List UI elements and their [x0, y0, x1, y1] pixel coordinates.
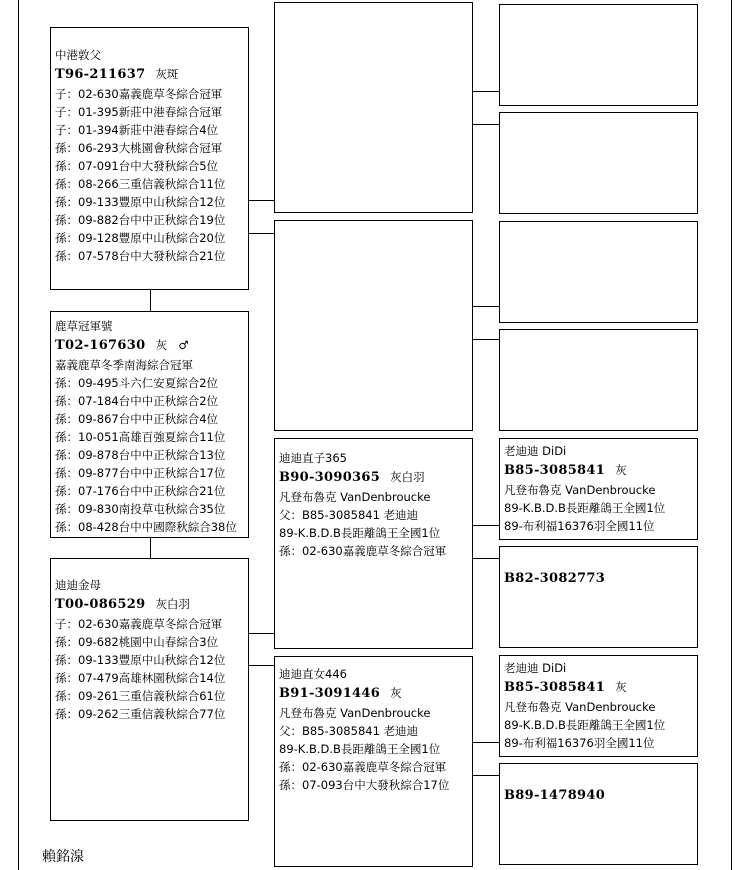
record-line: 嘉義鹿草冬季南海綜合冠軍 — [55, 358, 193, 372]
pedigree-box-sire — [50, 27, 249, 290]
sire-to-subject-connector — [150, 290, 151, 311]
pedigree-box-g3-3 — [499, 221, 698, 323]
ring-number: T02-167630 灰 ♂ — [55, 338, 189, 353]
record-line: 89-K.B.D.B長距離鴿王全國1位 — [504, 501, 666, 515]
feather-color: 灰 — [615, 463, 627, 477]
connector-g2-1-upper — [473, 91, 499, 92]
pedigree-box-sire-sire — [274, 2, 473, 213]
connector-dam-upper — [249, 633, 274, 634]
bird-name: 迪迪直女446 — [279, 667, 347, 681]
record-line: 子：02-630嘉義鹿草冬綜合冠軍 — [55, 87, 223, 101]
record-line: 孫：09-882台中中正秋綜合19位 — [55, 213, 226, 227]
pedigree-box-sire-dam — [274, 220, 473, 431]
connector-g2-3-upper — [473, 525, 499, 526]
bird-name: 迪迪金母 — [55, 578, 101, 592]
record-line: 子：01-394新莊中港春綜合4位 — [55, 123, 219, 137]
connector-g2-4-upper — [473, 742, 499, 743]
connector-g2-2-lower — [473, 339, 499, 340]
bird-name: 老迪迪 DiDi — [504, 444, 567, 458]
record-line: 89-布利福16376羽全國11位 — [504, 736, 655, 750]
pedigree-box-g3-7 — [499, 655, 698, 757]
record-line: 孫：07-479高雄林園秋綜合14位 — [55, 671, 226, 685]
record-line: 孫：02-630嘉義鹿草冬綜合冠軍 — [279, 544, 447, 558]
record-line: 孫：09-878台中中正秋綜合13位 — [55, 448, 226, 462]
ring-number: B89-1478940 — [504, 788, 606, 803]
record-line: 凡登布魯克 VanDenbroucke — [279, 706, 431, 720]
pedigree-box-dam-dam — [274, 656, 473, 867]
record-line: 凡登布魯克 VanDenbroucke — [279, 490, 431, 504]
left-border-line — [18, 0, 19, 870]
record-line: 凡登布魯克 VanDenbroucke — [504, 483, 656, 497]
connector-sire-upper — [249, 200, 274, 201]
right-border-line — [731, 0, 732, 870]
record-line: 孫：07-093台中大發秋綜合17位 — [279, 778, 450, 792]
record-line: 孫：07-184台中中正秋綜合2位 — [55, 394, 219, 408]
ring-number: B90-3090365 灰白羽 — [279, 470, 425, 485]
pedigree-box-subject — [50, 311, 249, 538]
record-line: 89-K.B.D.B長距離鴿王全國1位 — [279, 742, 441, 756]
ring-number: B91-3091446 灰 — [279, 686, 402, 701]
ring-number: B85-3085841 灰 — [504, 463, 627, 478]
pedigree-box-g3-1 — [499, 4, 698, 106]
connector-dam-lower — [249, 665, 274, 666]
bird-name: 老迪迪 DiDi — [504, 661, 567, 675]
record-line: 凡登布魯克 VanDenbroucke — [504, 700, 656, 714]
pedigree-box-dam — [50, 558, 249, 821]
record-line: 89-K.B.D.B長距離鴿王全國1位 — [279, 526, 441, 540]
record-line: 孫：09-262三重信義秋綜合77位 — [55, 707, 226, 721]
feather-color: 灰白羽 — [155, 597, 190, 611]
feather-color: 灰 — [615, 680, 627, 694]
record-line: 孫：10-051高雄百強夏綜合11位 — [55, 430, 226, 444]
ring-number: B85-3085841 灰 — [504, 680, 627, 695]
ring-number: T96-211637 灰斑 — [55, 67, 179, 82]
record-line: 孫：07-176台中中正秋綜合21位 — [55, 484, 226, 498]
feather-color: 灰白羽 — [390, 470, 425, 484]
bird-name: 鹿草冠軍號 — [55, 319, 113, 333]
record-line: 孫：09-867台中中正秋綜合4位 — [55, 412, 219, 426]
record-line: 孫：02-630嘉義鹿草冬綜合冠軍 — [279, 760, 447, 774]
subject-to-dam-connector — [150, 538, 151, 558]
record-line: 孫：09-128豐原中山秋綜合20位 — [55, 231, 226, 245]
ring-number: T00-086529 灰白羽 — [55, 597, 190, 612]
pedigree-box-g3-4 — [499, 329, 698, 431]
ring-number: B82-3082773 — [504, 571, 606, 586]
pedigree-box-g3-8 — [499, 763, 698, 865]
record-line: 孫：07-091台中大發秋綜合5位 — [55, 159, 219, 173]
connector-g2-3-lower — [473, 558, 499, 559]
pedigree-box-g3-5 — [499, 438, 698, 540]
record-line: 孫：07-578台中大發秋綜合21位 — [55, 249, 226, 263]
feather-color: 灰 — [390, 686, 402, 700]
connector-sire-lower — [249, 233, 274, 234]
feather-color: 灰 ♂ — [155, 338, 189, 352]
record-line: 孫：09-877台中中正秋綜合17位 — [55, 466, 226, 480]
record-line: 孫：09-133豐原中山秋綜合12位 — [55, 195, 226, 209]
record-line: 孫：08-266三重信義秋綜合11位 — [55, 177, 226, 191]
record-line: 孫：09-682桃園中山春綜合3位 — [55, 635, 219, 649]
record-line: 孫：09-495斗六仁安夏綜合2位 — [55, 376, 219, 390]
record-line: 子：02-630嘉義鹿草冬綜合冠軍 — [55, 617, 223, 631]
connector-g2-1-lower — [473, 124, 499, 125]
record-line: 孫：09-830南投草屯秋綜合35位 — [55, 502, 226, 516]
pedigree-box-g3-2 — [499, 112, 698, 214]
breeder-name: 賴銘湶 — [42, 849, 84, 865]
record-line: 89-K.B.D.B長距離鴿王全國1位 — [504, 718, 666, 732]
record-line: 父：B85-3085841 老迪迪 — [279, 724, 419, 738]
record-line: 子：01-395新莊中港春綜合冠軍 — [55, 105, 223, 119]
bird-name: 中港敦父 — [55, 48, 101, 62]
connector-g2-4-lower — [473, 775, 499, 776]
connector-g2-2-upper — [473, 306, 499, 307]
pedigree-box-dam-sire — [274, 438, 473, 649]
record-line: 89-布利福16376羽全國11位 — [504, 519, 655, 533]
record-line: 孫：09-261三重信義秋綜合61位 — [55, 689, 226, 703]
record-line: 孫：06-293大桃園會秋綜合冠軍 — [55, 141, 223, 155]
feather-color: 灰斑 — [155, 67, 179, 81]
pedigree-box-g3-6 — [499, 546, 698, 648]
record-line: 孫：09-133豐原中山秋綜合12位 — [55, 653, 226, 667]
bird-name: 迪迪直子365 — [279, 451, 347, 465]
record-line: 孫：08-428台中中國際秋綜合38位 — [55, 520, 237, 534]
record-line: 父：B85-3085841 老迪迪 — [279, 508, 419, 522]
